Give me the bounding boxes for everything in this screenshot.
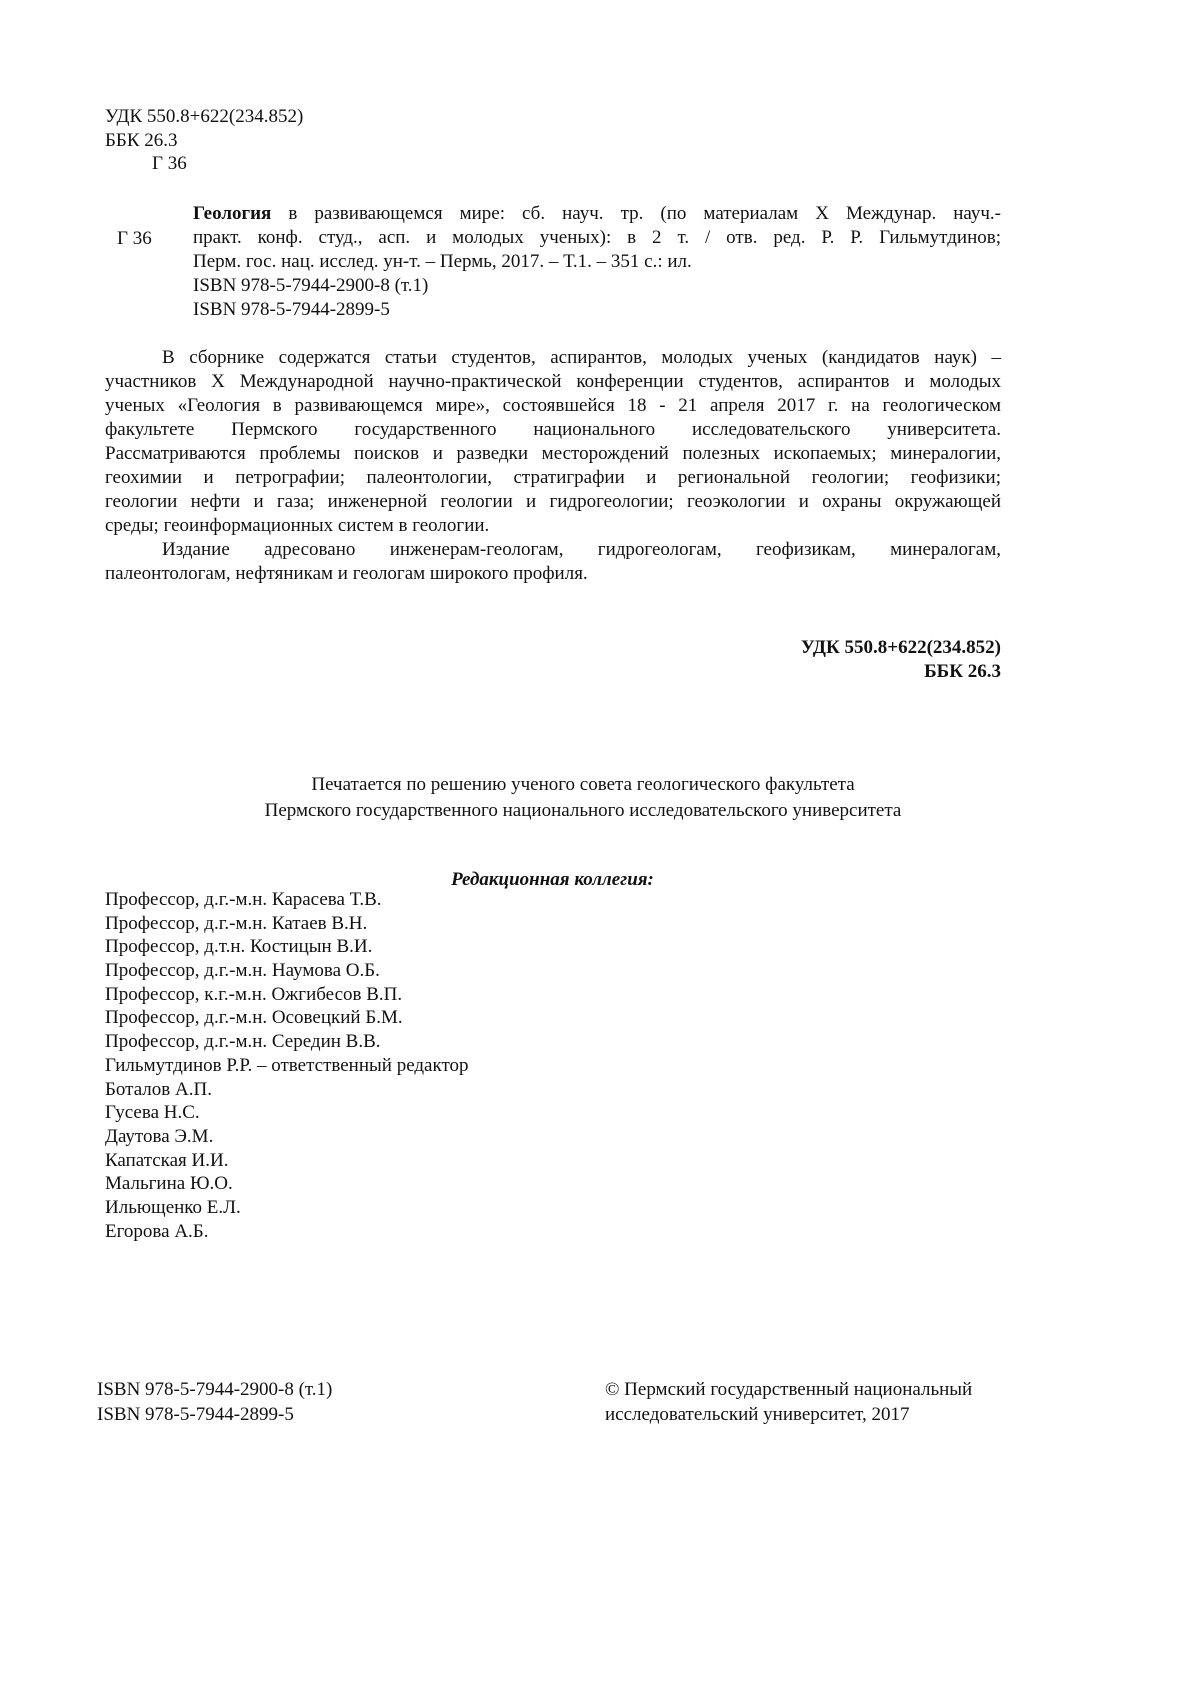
bib-isbn-2: ISBN 978-5-7944-2899-5	[193, 298, 1001, 322]
board-member: Гильмутдинов Р.Р. – ответственный редактор	[105, 1054, 469, 1078]
abstract-line: палеонтологам, нефтяникам и геологам широкого профиля.	[105, 562, 1001, 586]
editorial-board-heading: Редакционная коллегия:	[0, 868, 1105, 892]
board-member: Профессор, д.г.-м.н. Середин В.В.	[105, 1030, 469, 1054]
board-member: Профессор, д.г.-м.н. Наумова О.Б.	[105, 959, 469, 983]
author-mark: Г 36	[152, 152, 187, 176]
editorial-board-list	[105, 888, 469, 1243]
abstract-line: Рассматриваются проблемы поисков и разведки месторождений полезных ископаемых; минералогии,	[105, 442, 1001, 466]
board-member: Боталов А.П.	[105, 1078, 469, 1102]
board-member: Ильющенко Е.Л.	[105, 1196, 469, 1220]
board-member: Капатская И.И.	[105, 1149, 469, 1173]
udk-bold: УДК 550.8+622(234.852)	[801, 636, 1001, 660]
bbk-bold: ББК 26.3	[801, 660, 1001, 684]
copyright-line-1: © Пермский государственный национальный	[605, 1378, 972, 1402]
bib-line-2: практ. конф. студ., асп. и молодых ученых): в 2 т. / отв. ред. Р. Р. Гильмутдинов;	[193, 226, 1001, 250]
abstract-line: Издание адресовано инженерам-геологам, гидрогеологам, геофизикам, минералогам,	[105, 538, 1001, 562]
abstract-line: участников X Международной научно-практической конференции студентов, аспирантов и молодых	[105, 370, 1001, 394]
bib-line-1: Геология в развивающемся мире: сб. науч. тр. (по материалам X Междунар. науч.-	[193, 202, 1001, 226]
abstract	[105, 346, 1001, 586]
abstract-line: факультете Пермского государственного национального исследовательского университета.	[105, 418, 1001, 442]
board-member: Мальгина Ю.О.	[105, 1172, 469, 1196]
abstract-line: В сборнике содержатся статьи студентов, аспирантов, молодых ученых (кандидатов наук) –	[105, 346, 1001, 370]
approval-line-2: Пермского государственного национального исследовательского университета	[0, 798, 1166, 824]
footer-isbn-2: ISBN 978-5-7944-2899-5	[97, 1403, 294, 1427]
bbk-code: ББК 26.3	[105, 129, 178, 153]
board-member: Профессор, д.г.-м.н. Осовецкий Б.М.	[105, 1006, 469, 1030]
board-member: Даутова Э.М.	[105, 1125, 469, 1149]
board-member: Гусева Н.С.	[105, 1101, 469, 1125]
classification-block	[801, 636, 1001, 684]
udk-code: УДК 550.8+622(234.852)	[105, 105, 303, 129]
bib-title: Геология	[193, 203, 271, 224]
bib-author-mark: Г 36	[117, 227, 152, 251]
board-member: Профессор, д.г.-м.н. Карасева Т.В.	[105, 888, 469, 912]
copyright-line-2: исследовательский университет, 2017	[605, 1403, 910, 1427]
abstract-line: среды; геоинформационных систем в геологии.	[105, 514, 1001, 538]
board-member: Егорова А.Б.	[105, 1220, 469, 1244]
approval-line-1: Печатается по решению ученого совета геологического факультета	[0, 772, 1166, 798]
bib-isbn-1: ISBN 978-5-7944-2900-8 (т.1)	[193, 274, 1001, 298]
abstract-line: ученых «Геология в развивающемся мире», состоявшейся 18 - 21 апреля 2017 г. на геологическом	[105, 394, 1001, 418]
bibliographic-record	[193, 202, 1001, 322]
abstract-line: геохимии и петрографии; палеонтологии, стратиграфии и региональной геологии; геофизики;	[105, 466, 1001, 490]
footer-isbn-1: ISBN 978-5-7944-2900-8 (т.1)	[97, 1378, 332, 1402]
abstract-line: геологии нефти и газа; инженерной геологии и гидрогеологии; геоэкологии и охраны окружающей	[105, 490, 1001, 514]
bib-line-3: Перм. гос. нац. исслед. ун-т. – Пермь, 2017. – Т.1. – 351 с.: ил.	[193, 250, 1001, 274]
board-member: Профессор, д.т.н. Костицын В.И.	[105, 935, 469, 959]
board-member: Профессор, к.г.-м.н. Ожгибесов В.П.	[105, 983, 469, 1007]
board-member: Профессор, д.г.-м.н. Катаев В.Н.	[105, 912, 469, 936]
